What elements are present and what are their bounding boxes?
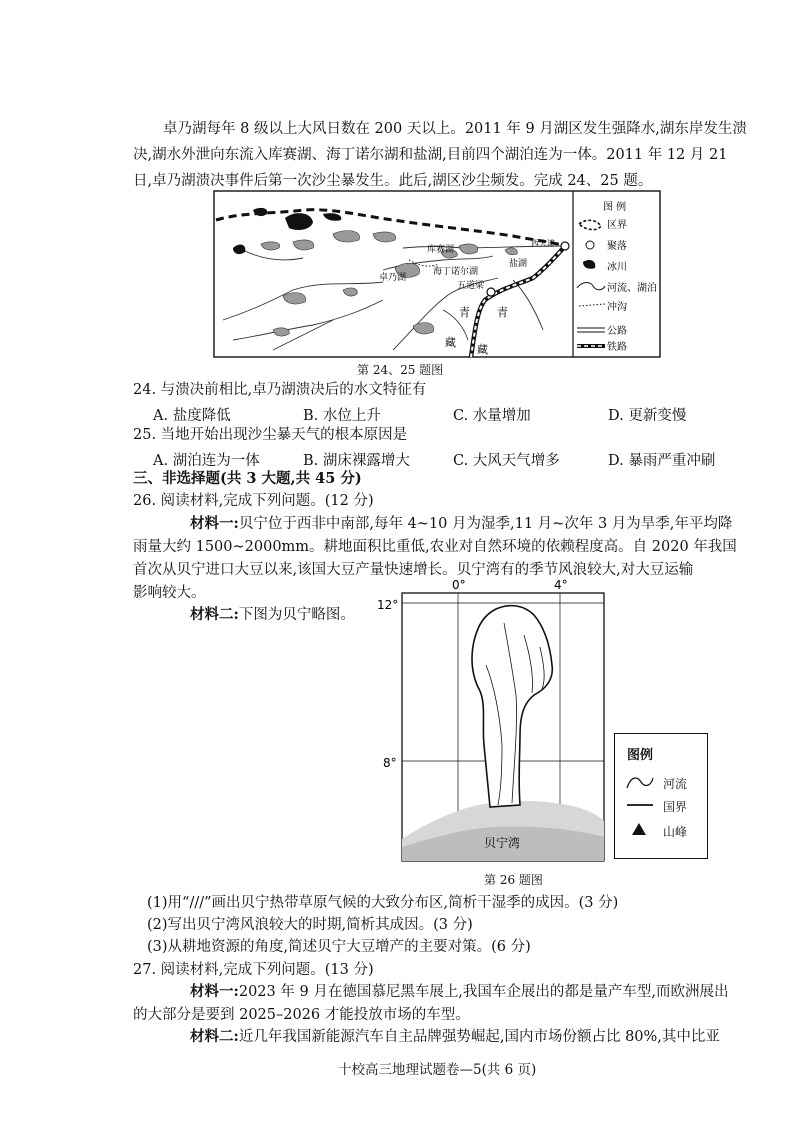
q24-option-d: D. 更新变慢 (608, 408, 687, 424)
label-zang-1: 藏 (445, 336, 456, 349)
map2-lat-12: 12° (377, 598, 399, 612)
river-icon (625, 772, 655, 792)
q26-material-1-line-2: 雨量大约 1500~2000mm。耕地面积比重低,农业对自然环境的依赖程度高。自 2020 年我国 (133, 539, 737, 555)
q27-material-1-label: 材料一: (190, 983, 239, 1000)
map2-legend-item-river: 河流 (663, 777, 688, 791)
legend-title: 图 例 (603, 202, 627, 213)
q27-material-2-text: 近几年我国新能源汽车自主品牌强势崛起,国内市场份额占比 80%,其中比亚 (238, 1029, 720, 1045)
q25-option-d: D. 暴雨严重冲刷 (608, 453, 716, 469)
q26-sub-1: (1)用“///”画出贝宁热带草原气候的大致分布区,简析干湿季的成因。(3 分) (147, 895, 619, 911)
map2-legend-title: 图例 (627, 748, 654, 763)
q26-material-1-line-3: 首次从贝宁进口大豆以来,该国大豆产量快速增长。贝宁湾有的季节风浪较大,对大豆运输 (133, 562, 694, 578)
q26-material-1-line-4: 影响较大。 (133, 585, 206, 601)
q24-option-c: C. 水量增加 (453, 408, 531, 424)
q24-stem: 24. 与溃决前相比,卓乃湖溃决后的水文特征有 (133, 382, 427, 398)
q26-sub-2: (2)写出贝宁湾风浪较大的时期,简析其成因。(3 分) (147, 917, 473, 933)
intro-line-2: 决,湖水外泄向东流入库赛湖、海丁诺尔湖和盐湖,目前四个湖泊连为一体。2011 年 12 月 21 (133, 147, 728, 163)
q27-material-1-line-2: 的大部分是要到 2025–2026 才能投放市场的车型。 (133, 1007, 470, 1023)
label-zhuonai: 卓乃湖 (379, 273, 407, 283)
intro-line-1: 卓乃湖每年 8 级以上大风日数在 200 天以上。2011 年 9 月湖区发生强降水,湖东岸发生溃 (163, 121, 747, 137)
q27-material-2-label: 材料二: (190, 1028, 239, 1045)
border-icon (625, 800, 655, 810)
legend-item-6: 铁路 (607, 342, 627, 353)
map2-legend-item-border: 国界 (663, 800, 688, 814)
label-haiding: 海丁诺尔湖 (433, 267, 479, 277)
q25-stem: 25. 当地开始出现沙尘暴天气的根本原因是 (133, 427, 408, 443)
legend-item-2: 冰川 (607, 262, 627, 273)
q25-option-a: A. 湖泊连为一体 (153, 453, 260, 469)
map2-legend-item-peak: 山峰 (663, 825, 688, 839)
map-benin (374, 575, 614, 870)
label-qing-2: 青 (497, 306, 508, 319)
map2-legend (614, 733, 708, 859)
q26-material-1-line-1 (190, 515, 732, 533)
legend-item-4: 冲沟 (607, 302, 627, 313)
q26-material-1-label: 材料一: (190, 515, 239, 532)
map2-bay-label: 贝宁湾 (484, 836, 521, 850)
legend-item-5: 公路 (607, 326, 627, 337)
q27-material-1-text: 2023 年 9 月在德国慕尼黑车展上,我国车企展出的都是量产车型,而欧洲展出 (238, 984, 729, 1000)
peak-icon (631, 822, 647, 836)
label-yanhu: 盐湖 (509, 259, 528, 269)
intro-line-3: 日,卓乃湖溃决事件后第一次沙尘暴发生。此后,湖区沙尘频发。完成 24、25 题。 (133, 173, 653, 189)
label-kusai: 库赛湖 (427, 245, 455, 255)
q25-option-c: C. 大风天气增多 (453, 453, 560, 469)
q26-material-2-text: 下图为贝宁略图。 (238, 607, 355, 623)
q26-material-1-text: 贝宁位于西非中南部,每年 4~10 月为湿季,11 月~次年 3 月为旱季,年平均降 (238, 516, 733, 532)
q25-option-b: B. 湖床裸露增大 (303, 453, 410, 469)
map-zhuonai-lake (213, 190, 661, 358)
legend-item-1: 聚落 (607, 241, 627, 252)
q24-option-b: B. 水位上升 (303, 408, 381, 424)
q26-sub-3: (3)从耕地资源的角度,简述贝宁大豆增产的主要对策。(6 分) (147, 939, 531, 955)
map1-caption: 第 24、25 题图 (357, 363, 444, 377)
map2-lon-0: 0° (452, 578, 466, 592)
legend-item-0: 区界 (607, 220, 627, 231)
label-wudaoliang: 五道梁 (457, 281, 485, 291)
q27-material-1-line-1 (190, 983, 729, 1001)
q26-material-2-label: 材料二: (190, 606, 239, 623)
label-zang-2: 藏 (477, 343, 488, 356)
q26-stem: 26. 阅读材料,完成下列问题。(12 分) (133, 493, 374, 509)
legend-item-3: 河流、湖泊 (607, 283, 657, 294)
label-qing-1: 青 (459, 306, 470, 319)
page-footer: 十校高三地理试题卷—5(共 6 页) (338, 1062, 537, 1078)
map2-lon-4: 4° (554, 578, 568, 592)
map2-lat-8: 8° (383, 756, 397, 770)
q27-stem: 27. 阅读材料,完成下列问题。(13 分) (133, 962, 374, 978)
q27-material-2-line-1 (190, 1028, 720, 1046)
q24-option-a: A. 盐度降低 (153, 408, 231, 424)
map2-caption: 第 26 题图 (484, 873, 543, 887)
section-3-heading: 三、非选择题(共 3 大题,共 45 分) (133, 470, 362, 487)
label-xidatan: 西大滩 (531, 239, 555, 248)
q26-material-2-line (190, 606, 355, 624)
